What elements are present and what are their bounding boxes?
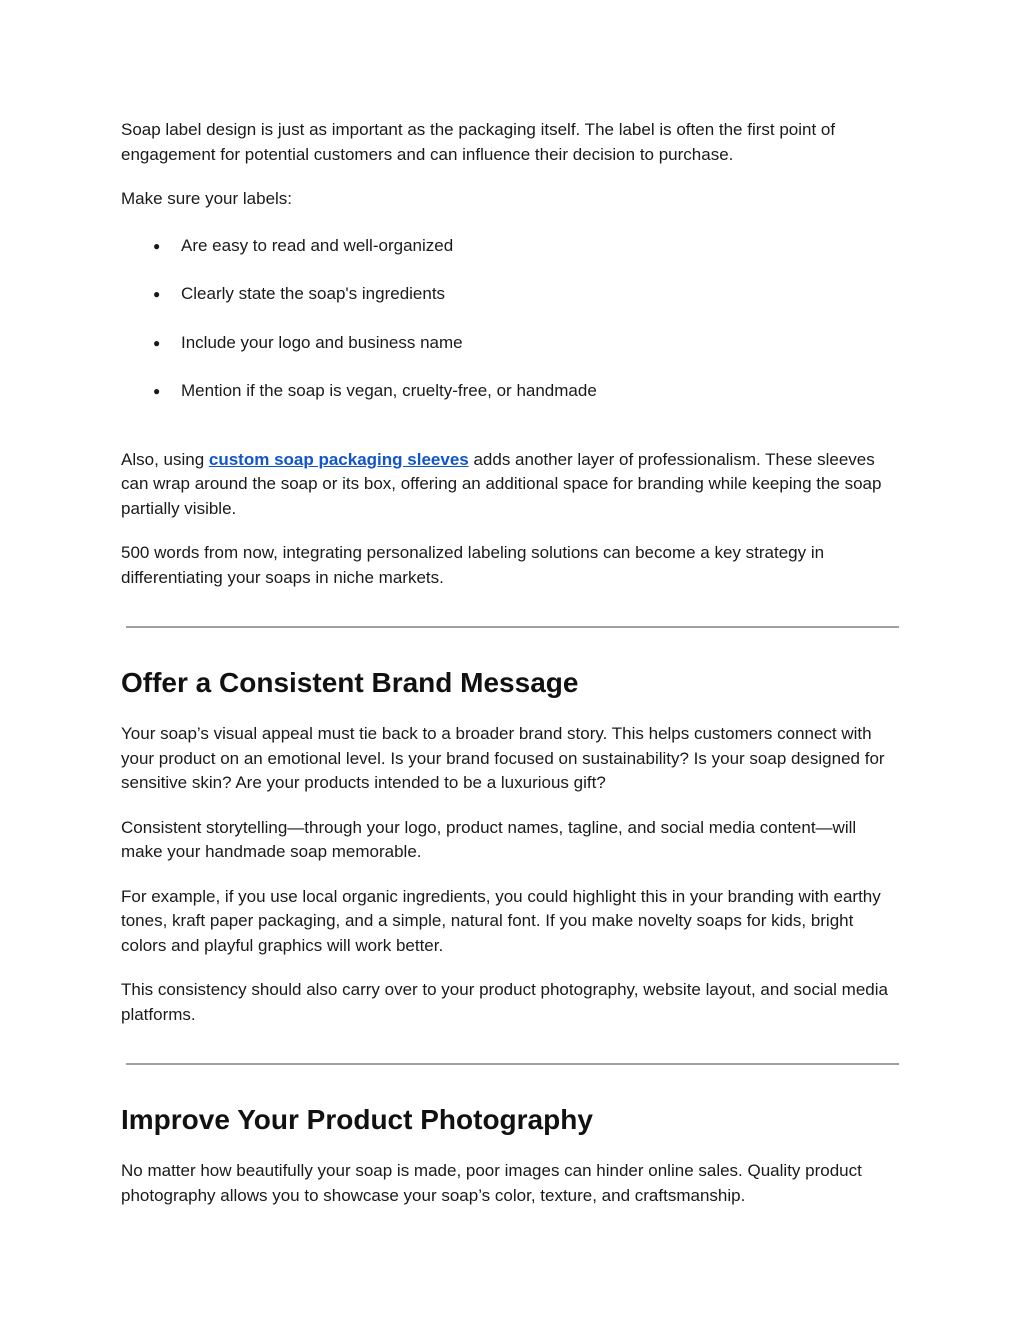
list-item: ● Are easy to read and well-organized: [121, 234, 901, 259]
label-tips-list: [121, 234, 901, 404]
intro-paragraph: Soap label design is just as important as the packaging itself. The label is often the first point of engagement for potential customers and can influence their decision to purchase.: [121, 120, 836, 164]
list-item: ● Clearly state the soap's ingredients: [121, 282, 901, 307]
section-divider: [126, 626, 899, 628]
list-item: ● Include your logo and business name: [121, 331, 901, 356]
labels-lead-in: Make sure your labels:: [121, 189, 293, 208]
custom-soap-packaging-sleeves-link[interactable]: custom soap packaging sleeves: [208, 449, 469, 469]
document-page: [121, 118, 901, 1228]
photography-paragraph-1: No matter how beautifully your soap is made, poor images can hinder online sales. Quality product photography allows you to showcase your soap’s color, texture, and craftsmanship.: [121, 1161, 862, 1205]
bullet-icon: ●: [153, 287, 161, 301]
list-item: ● Mention if the soap is vegan, cruelty-free, or handmade: [121, 379, 901, 404]
labeling-strategy-paragraph: 500 words from now, integrating personalized labeling solutions can become a key strategy in differentiating your soaps in niche markets.: [121, 543, 825, 587]
brand-paragraph-3: For example, if you use local organic ingredients, you could highlight this in your branding with earthy tones, kraft paper packaging, and a simple, natural font. If you make novelty soaps for kids, bright colors and playful graphics will work better.: [121, 886, 881, 955]
bullet-icon: ●: [153, 335, 161, 350]
bullet-icon: ●: [153, 384, 161, 398]
brand-paragraph-4: This consistency should also carry over to your product photography, website layout, and social media platforms.: [121, 980, 888, 1024]
section-title-brand: Offer a Consistent Brand Message: [121, 667, 579, 698]
section-divider: [126, 1063, 899, 1065]
bullet-icon: ●: [153, 238, 161, 253]
sleeves-paragraph: Also, using custom soap packaging sleeves adds another layer of professionalism. These sleeves can wrap around the soap or its box, offering an additional space for branding while keeping the soap partially visible.: [121, 449, 882, 518]
section-title-photography: Improve Your Product Photography: [121, 1104, 593, 1135]
brand-paragraph-1: Your soap’s visual appeal must tie back to a broader brand story. This helps customers connect with your product on an emotional level. Is your brand focused on sustainability? Is your soap designed for sensitive skin? Are your products intended to be a luxurious gift?: [121, 724, 885, 792]
brand-paragraph-2: Consistent storytelling—through your logo, product names, tagline, and social media content—will make your handmade soap memorable.: [121, 817, 857, 861]
